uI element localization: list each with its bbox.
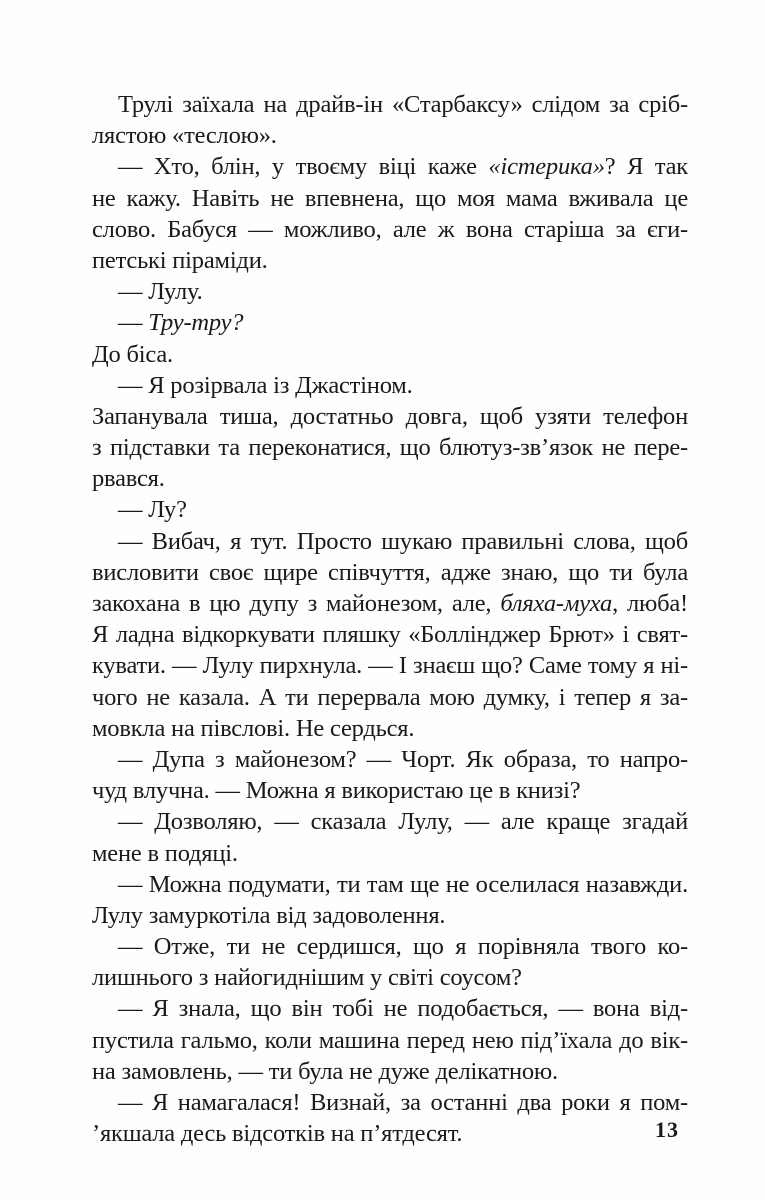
text-line <box>92 307 688 338</box>
text-line <box>92 588 688 619</box>
text-line: — Я знала, що він тобі не подобається, — вона від- <box>118 995 688 1023</box>
text-line: Лулу замуркотіла від задоволення. <box>92 901 446 929</box>
text-line: До біса. <box>92 340 173 368</box>
text-line: — Дупа з майонезом? — Чорт. Як образа, то напро- <box>118 745 688 773</box>
text-line: петські піраміди. <box>92 246 268 274</box>
text-line: Я ладна відкоркувати пляшку «Боллінджер Брют» і свят- <box>92 621 688 649</box>
text-line: — Я розірвала із Джастіном. <box>118 371 413 399</box>
text-line: ’якшала десь відсотків на п’ятдесят. <box>92 1120 463 1148</box>
text-line: лястою «теслою». <box>92 122 277 150</box>
text-segment: , люба! <box>612 590 688 617</box>
text-line: — Дозволяю, — сказала Лулу, — але краще згадай <box>118 808 688 836</box>
text-line: на замовлень, — ти була не дуже делікатною. <box>92 1057 558 1085</box>
text-segment: закохана в цю дупу з майонезом, але, <box>92 590 501 617</box>
body-text <box>92 89 688 1149</box>
text-line: — Вибач, я тут. Просто шукаю правильні слова, щоб <box>118 527 688 555</box>
text-line: — Отже, ти не сердишся, що я порівняла твого ко- <box>118 933 688 961</box>
text-line: чуд влучна. — Можна я використаю це в книзі? <box>92 777 581 805</box>
text-line: рвався. <box>92 465 165 493</box>
text-line: кувати. — Лулу пирхнула. — І знаєш що? Саме тому я ні- <box>92 652 688 680</box>
italic-text: Тру-тру? <box>148 309 244 337</box>
text-line: з підставки та переконатися, що блютуз-зв’язок не пере- <box>92 434 688 462</box>
page-number: 13 <box>655 1117 679 1142</box>
text-line: — Можна подумати, ти там ще не оселилася назавжди. <box>118 870 688 898</box>
text-line: лишнього з найогиднішим у світі соусом? <box>92 964 522 992</box>
italic-text: «істерика» <box>488 153 605 181</box>
text-line: слово. Бабуся — можливо, але ж вона старіша за єги- <box>92 215 688 243</box>
text-segment: ? Я так <box>604 153 689 181</box>
text-line: — Лу? <box>118 496 187 524</box>
text-line <box>92 151 688 182</box>
text-line: чого не казала. А ти перервала мою думку, і тепер я за- <box>92 683 688 711</box>
text-line: Запанувала тиша, достатньо довга, щоб узяти телефон <box>92 402 688 430</box>
text-line: мовкла на півслові. Не сердься. <box>92 714 415 742</box>
text-segment: — <box>118 309 149 337</box>
text-line: не кажу. Навіть не впевнена, що моя мама вживала це <box>92 184 688 212</box>
text-line: — Лулу. <box>118 278 203 306</box>
italic-text: бляха-муха <box>500 590 613 617</box>
text-line: Трулі заїхала на драйв-ін «Старбаксу» слідом за сріб- <box>118 91 688 118</box>
text-line: висловити своє щире співчуття, адже знаю, що ти була <box>92 558 688 586</box>
text-line: мене в подяці. <box>92 839 238 867</box>
text-line: — Я намагалася! Визнай, за останні два роки я пом- <box>118 1089 688 1116</box>
text-segment: — Хто, блін, у твоєму віці каже <box>118 153 489 181</box>
text-line: пустила гальмо, коли машина перед нею під’їхала до вік- <box>92 1026 688 1054</box>
